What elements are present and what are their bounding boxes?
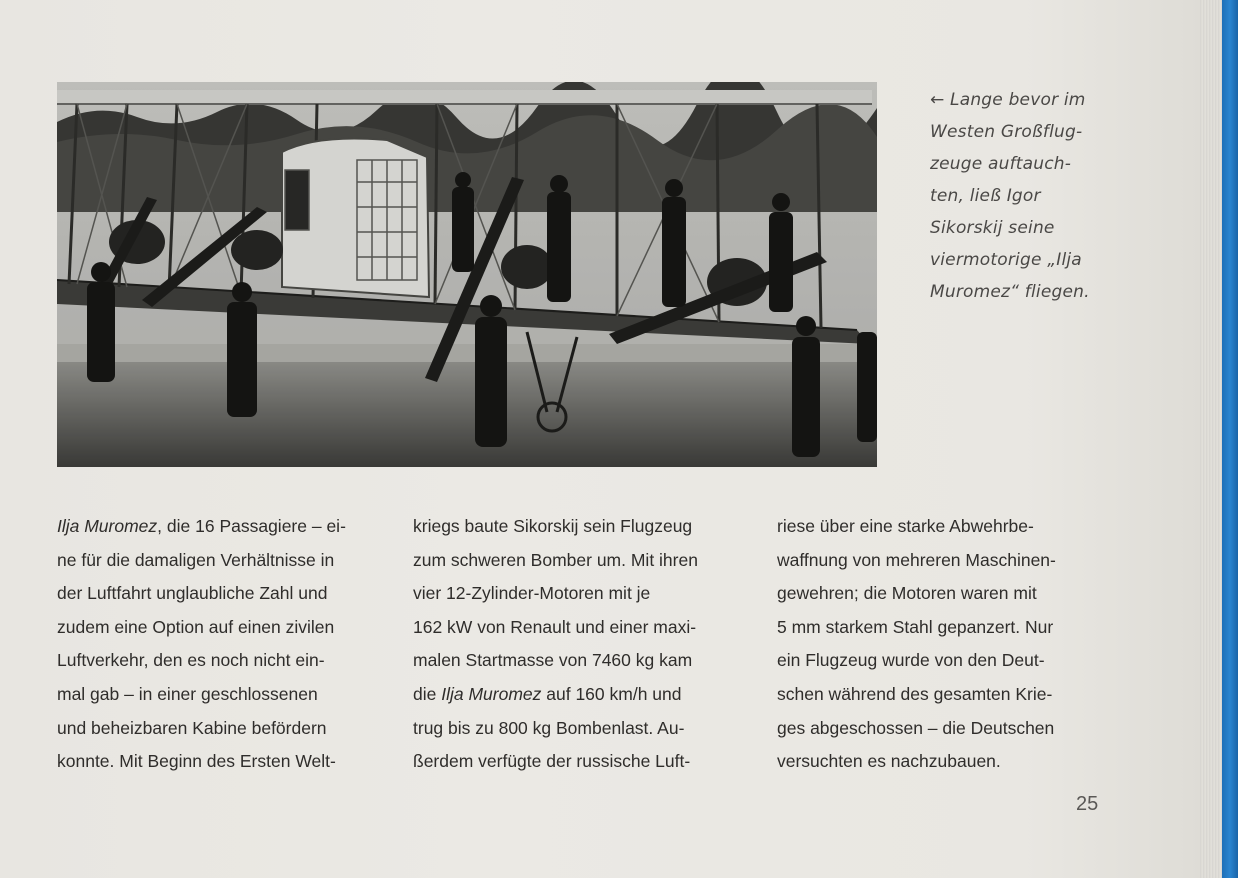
caption-line: Sikorskij seine (930, 218, 1055, 238)
text-column-2 (413, 510, 698, 779)
page-stack-edge (1200, 0, 1222, 878)
body-line: schen während des gesamten Krie- (777, 683, 1053, 704)
caption-line: Muromez“ fliegen. (930, 282, 1090, 302)
photo-caption (930, 84, 1130, 308)
body-line: und beheizbaren Kabine befördern (57, 717, 327, 738)
body-line: trug bis zu 800 kg Bombenlast. Au- (413, 717, 685, 738)
body-line: riese über eine starke Abwehrbe- (777, 516, 1034, 536)
body-line: zum schweren Bomber um. Mit ihren (413, 549, 698, 570)
page-number: 25 (1076, 793, 1099, 815)
caption-line: ← Lange bevor im (930, 90, 1086, 110)
caption-line: zeuge auftauch- (930, 154, 1072, 174)
body-line: ne für die damaligen Verhältnisse in (57, 549, 335, 570)
text-column-3 (777, 510, 1056, 779)
caption-line: ten, ließ Igor (930, 186, 1041, 206)
italic-title: Ilja Muromez (57, 516, 158, 536)
body-line: gewehren; die Motoren waren mit (777, 583, 1037, 604)
body-line (413, 678, 698, 712)
body-line: konnte. Mit Beginn des Ersten Welt- (57, 751, 336, 772)
body-line: ein Flugzeug wurde von den Deut- (777, 650, 1045, 671)
body-line: waffnung von mehreren Maschinen- (777, 549, 1056, 570)
body-line: der Luftfahrt unglaubliche Zahl und (57, 583, 328, 604)
caption-line: viermotorige „Ilja (930, 250, 1082, 270)
text-column-1 (57, 510, 346, 779)
biplane-photo (57, 82, 877, 467)
body-line: Luftverkehr, den es noch nicht ein- (57, 650, 325, 671)
body-text: die (413, 683, 442, 704)
body-line: versuchten es nachzubauen. (777, 751, 1001, 772)
body-line: kriegs baute Sikorskij sein Flugzeug (413, 516, 693, 536)
italic-title: Ilja Muromez (441, 683, 542, 704)
body-line: 162 kW von Renault und einer maxi- (413, 616, 697, 637)
body-line: zudem eine Option auf einen zivilen (57, 616, 335, 637)
body-line (57, 510, 346, 544)
body-line: vier 12-Zylinder-Motoren mit je (413, 583, 651, 604)
body-text: auf 160 km/h und (541, 683, 682, 704)
body-line: 5 mm starkem Stahl gepanzert. Nur (777, 616, 1054, 637)
caption-line: Westen Großflug- (930, 122, 1083, 142)
book-cover-edge (1222, 0, 1238, 878)
body-text: , die 16 Passagiere – ei- (157, 516, 346, 536)
body-line: malen Startmasse von 7460 kg kam (413, 650, 693, 671)
body-line: ßerdem verfügte der russische Luft- (413, 751, 691, 772)
body-line: mal gab – in einer geschlossenen (57, 683, 318, 704)
body-line: ges abgeschossen – die Deutschen (777, 717, 1055, 738)
